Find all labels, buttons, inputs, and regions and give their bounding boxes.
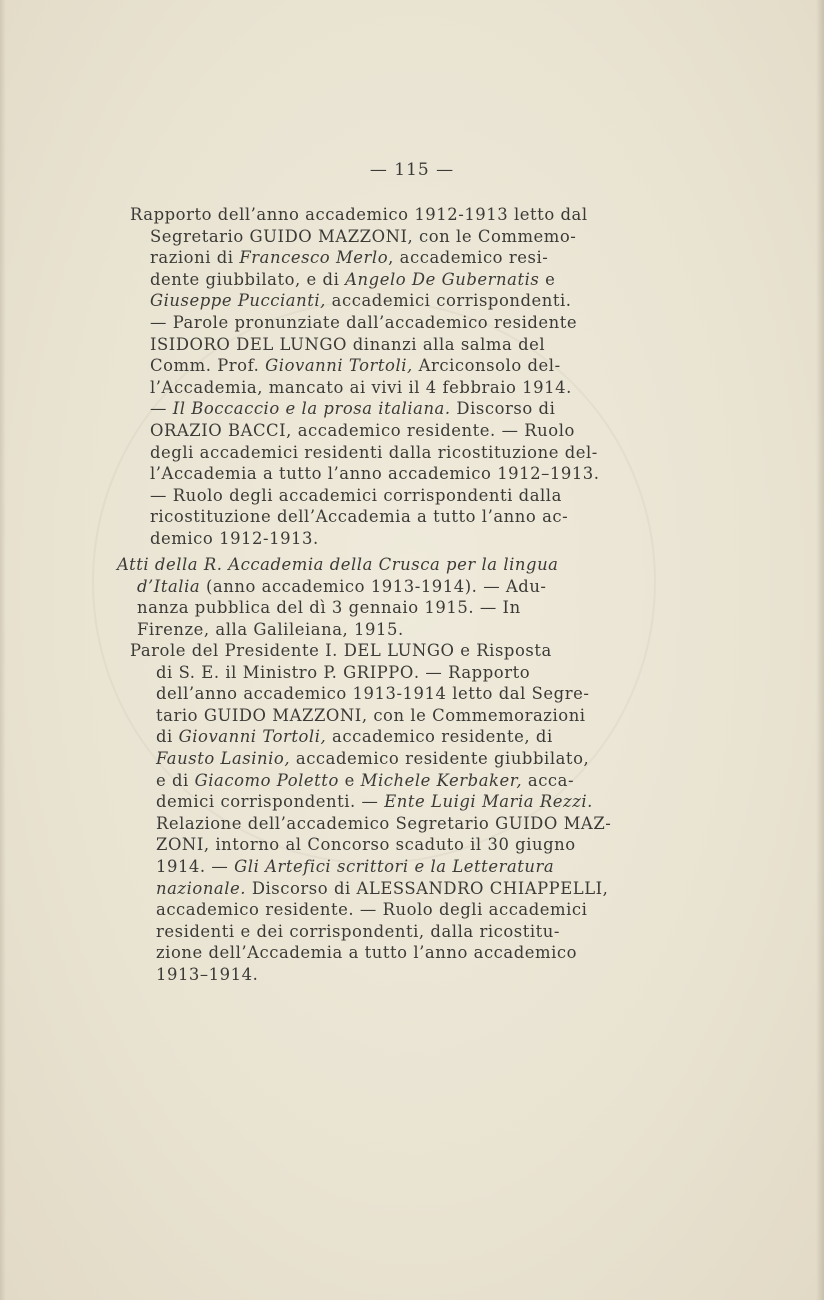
entry-atti-heading (117, 554, 559, 640)
text-line: ORAZIO BACCI, accademico residente. — Ruolo (150, 420, 575, 440)
text-line: nanza pubblica del dì 3 gennaio 1915. — In (137, 598, 521, 618)
text-line: demici corrispondenti. — Ente Luigi Maria Rezzi. (156, 792, 593, 812)
text-line: dente giubbilato, e di Angelo De Gubernatis e (150, 269, 556, 289)
page-left-edge (0, 0, 6, 1300)
text-line: Giuseppe Puccianti, accademici corrispondenti. (150, 291, 572, 311)
text-line: ZONI, intorno al Concorso scaduto il 30 giugno (156, 835, 576, 855)
page-number: — 115 — (369, 160, 455, 180)
text-line: accademico residente. — Ruolo degli accademici (156, 900, 588, 920)
text-line: ricostituzione dell’Accademia a tutto l’anno ac- (150, 507, 569, 527)
text-line: 1913–1914. (156, 964, 259, 984)
text-line: — Parole pronunziate dall’accademico residente (150, 312, 578, 332)
text-line: — Il Boccaccio e la prosa italiana. Discorso di (150, 399, 556, 419)
text-line: residenti e dei corrispondenti, dalla ricostitu- (156, 921, 560, 941)
text-line: Rapporto dell’anno accademico 1912-1913 letto dal (130, 205, 588, 224)
text-line: degli accademici residenti dalla ricostituzione del- (150, 442, 598, 462)
text-line: Fausto Lasinio, accademico residente giubbilato, (156, 748, 590, 768)
text-line: l’Accademia a tutto l’anno accademico 1912–1913. (150, 464, 600, 484)
text-line: tario GUIDO MAZZONI, con le Commemorazioni (156, 705, 586, 725)
text-line: Atti della R. Accademia della Crusca per la lingua (117, 555, 559, 574)
text-line: nazionale. Discorso di ALESSANDRO CHIAPPELLI, (156, 878, 609, 898)
text-line: Relazione dell’accademico Segretario GUIDO MAZ- (156, 813, 612, 833)
text-line: ISIDORO DEL LUNGO dinanzi alla salma del (150, 334, 546, 354)
text-line: dell’anno accademico 1913-1914 letto dal Segre- (156, 684, 590, 704)
text-line: Segretario GUIDO MAZZONI, con le Commemo- (150, 226, 577, 246)
text-line: Comm. Prof. Giovanni Tortoli, Arciconsolo del- (150, 356, 561, 376)
page-right-edge (816, 0, 824, 1300)
text-line: 1914. — Gli Artefici scrittori e la Letteratura (156, 856, 555, 876)
text-line: di Giovanni Tortoli, accademico residente, di (156, 727, 553, 747)
entry-parole-del-presidente (130, 640, 612, 986)
text-line: Firenze, alla Galileiana, 1915. (137, 619, 404, 639)
text-line: l’Accademia, mancato ai vivi il 4 febbraio 1914. (150, 377, 572, 397)
text-line: razioni di Francesco Merlo, accademico resi- (150, 248, 549, 268)
text-line: di S. E. il Ministro P. GRIPPO. — Rapporto (156, 662, 531, 682)
text-line: demico 1912-1913. (150, 528, 319, 548)
text-line: e di Giacomo Poletto e Michele Kerbaker, acca- (156, 770, 575, 790)
entry-rapporto-1912-1913 (130, 204, 600, 550)
text-line: d’Italia (anno accademico 1913-1914). — Adu- (137, 576, 547, 596)
text-line: Parole del Presidente I. DEL LUNGO e Risposta (130, 641, 552, 660)
text-line: zione dell’Accademia a tutto l’anno accademico (156, 943, 578, 963)
text-line: — Ruolo degli accademici corrispondenti dalla (150, 485, 562, 505)
